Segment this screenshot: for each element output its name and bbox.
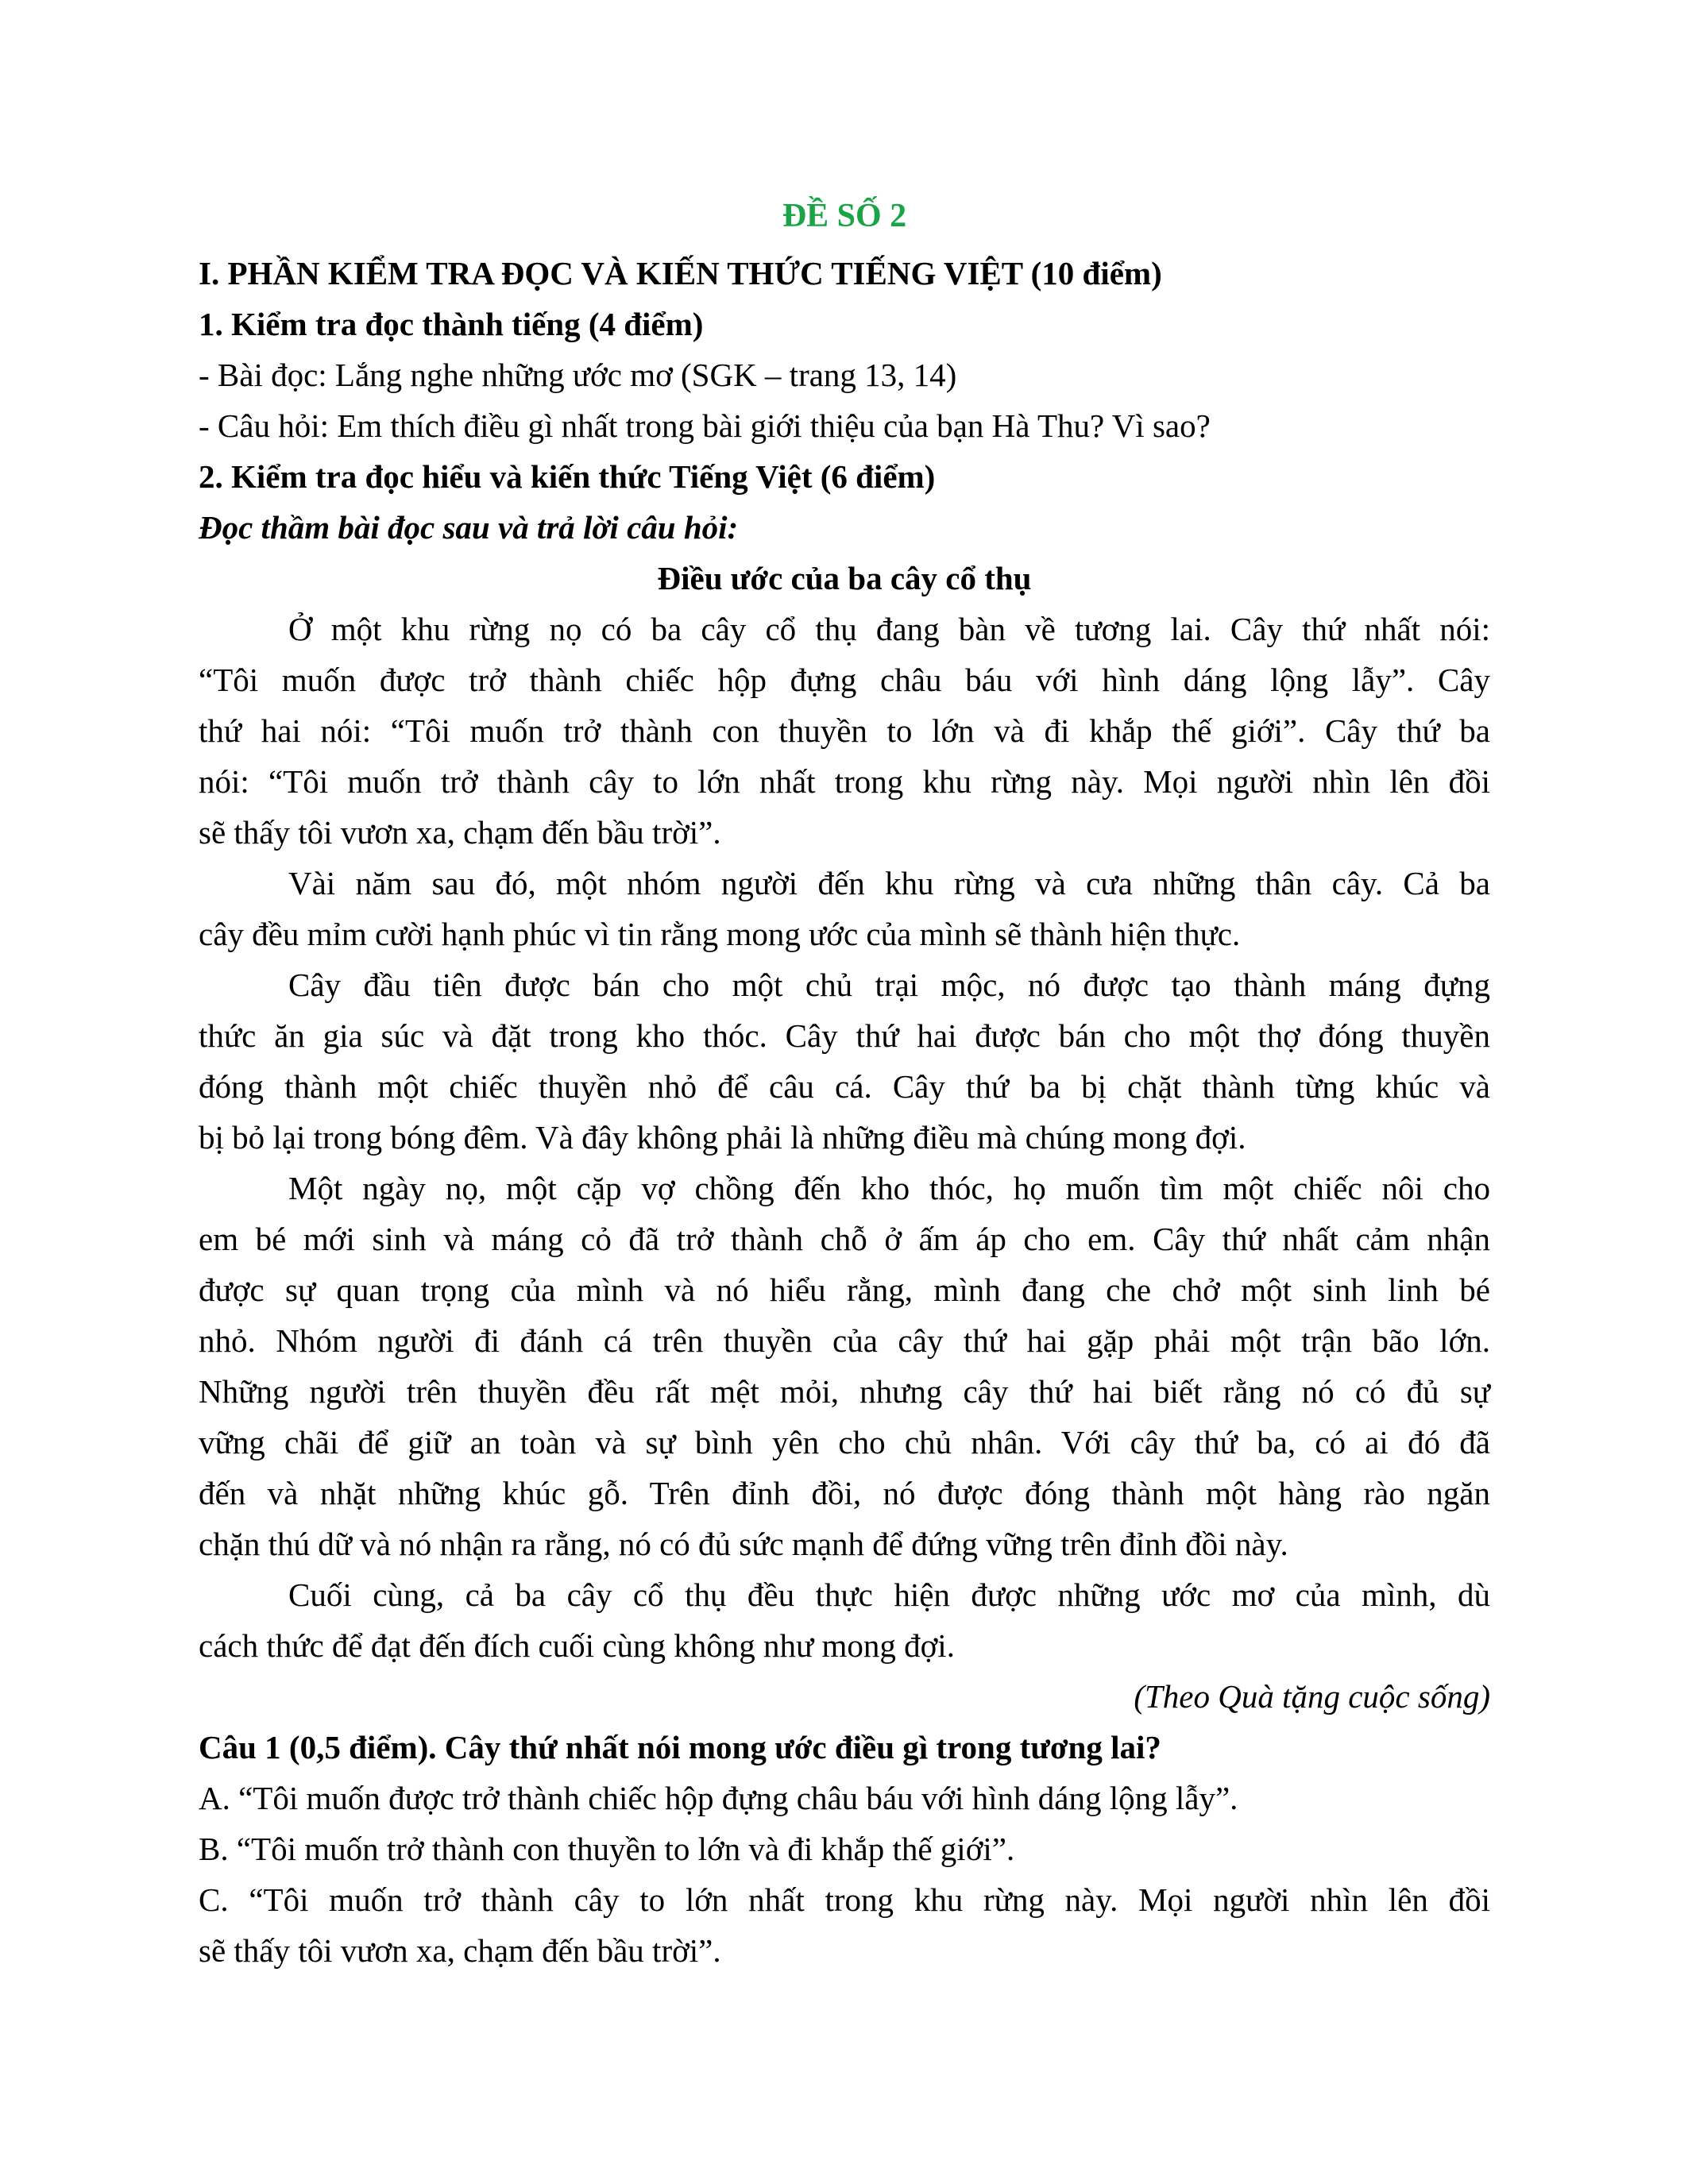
- question-1-option-c: C. “Tôi muốn trở thành cây to lớn nhất trong khu rừng này. Mọi người nhìn lên đồi: [199, 1881, 1490, 1918]
- question-1-prompt: Câu 1 (0,5 điểm). Cây thứ nhất nói mong ước điều gì trong tương lai?: [199, 1729, 1161, 1765]
- story-line: đóng thành một chiếc thuyền nhỏ để câu cá. Cây thứ ba bị chặt thành từng khúc và: [199, 1068, 1490, 1105]
- story-line: cây đều mỉm cười hạnh phúc vì tin rằng mong ước của mình sẽ thành hiện thực.: [199, 916, 1241, 952]
- section-title: I. PHẦN KIỂM TRA ĐỌC VÀ KIẾN THỨC TIẾNG VIỆT (10 điểm): [199, 255, 1162, 291]
- story-line: vững chãi để giữ an toàn và sự bình yên cho chủ nhân. Với cây thứ ba, có ai đó đã: [199, 1424, 1490, 1461]
- story-line: chặn thú dữ và nó nhận ra rằng, nó có đủ sức mạnh để đứng vững trên đỉnh đồi này.: [199, 1526, 1288, 1562]
- story-line: Cây đầu tiên được bán cho một chủ trại mộc, nó được tạo thành máng đựng: [288, 967, 1490, 1003]
- story-line: Ở một khu rừng nọ có ba cây cổ thụ đang bàn về tương lai. Cây thứ nhất nói:: [288, 611, 1490, 647]
- document-body: [199, 248, 1490, 1976]
- story-source: (Theo Quà tặng cuộc sống): [1134, 1678, 1490, 1715]
- story-line: nói: “Tôi muốn trở thành cây to lớn nhất trong khu rừng này. Mọi người nhìn lên đồi: [199, 763, 1490, 800]
- question-1-option-a: A. “Tôi muốn được trở thành chiếc hộp đựng châu báu với hình dáng lộng lẫy”.: [199, 1780, 1238, 1816]
- question-1-option-c-cont: sẽ thấy tôi vươn xa, chạm đến bầu trời”.: [199, 1932, 721, 1969]
- story-line: bị bỏ lại trong bóng đêm. Và đây không phải là những điều mà chúng mong đợi.: [199, 1119, 1246, 1156]
- story-title: Điều ước của ba cây cổ thụ: [657, 560, 1032, 596]
- story-line: nhỏ. Nhóm người đi đánh cá trên thuyền của cây thứ hai gặp phải một trận bão lớn.: [199, 1322, 1490, 1359]
- story-line: Những người trên thuyền đều rất mệt mỏi, nhưng cây thứ hai biết rằng nó có đủ sự: [199, 1373, 1490, 1410]
- story-line: Cuối cùng, cả ba cây cổ thụ đều thực hiện được những ước mơ của mình, dù: [288, 1576, 1490, 1613]
- story-line: Một ngày nọ, một cặp vợ chồng đến kho thóc, họ muốn tìm một chiếc nôi cho: [288, 1170, 1490, 1206]
- story-line: được sự quan trọng của mình và nó hiểu rằng, mình đang che chở một sinh linh bé: [199, 1271, 1490, 1308]
- story-line: thức ăn gia súc và đặt trong kho thóc. Cây thứ hai được bán cho một thợ đóng thuyền: [199, 1017, 1490, 1054]
- reading-assignment: - Bài đọc: Lắng nghe những ước mơ (SGK – trang 13, 14): [199, 357, 957, 393]
- story-line: em bé mới sinh và máng cỏ đã trở thành chỗ ở ấm áp cho em. Cây thứ nhất cảm nhận: [199, 1221, 1490, 1257]
- question-1-option-b: B. “Tôi muốn trở thành con thuyền to lớn và đi khắp thế giới”.: [199, 1831, 1015, 1867]
- story-line: Vài năm sau đó, một nhóm người đến khu rừng và cưa những thân cây. Cả ba: [288, 865, 1490, 901]
- story-line: cách thức để đạt đến đích cuối cùng không như mong đợi.: [199, 1627, 955, 1664]
- part2-title: 2. Kiểm tra đọc hiểu và kiến thức Tiếng Việt (6 điểm): [199, 458, 936, 495]
- part1-title: 1. Kiểm tra đọc thành tiếng (4 điểm): [199, 306, 704, 342]
- story-line: “Tôi muốn được trở thành chiếc hộp đựng châu báu với hình dáng lộng lẫy”. Cây: [199, 662, 1490, 698]
- story-line: thứ hai nói: “Tôi muốn trở thành con thuyền to lớn và đi khắp thế giới”. Cây thứ ba: [199, 712, 1490, 749]
- part2-instruction: Đọc thầm bài đọc sau và trả lời câu hỏi:: [199, 509, 739, 546]
- story-line: đến và nhặt những khúc gỗ. Trên đỉnh đồi, nó được đóng thành một hàng rào ngăn: [199, 1475, 1490, 1511]
- reading-question: - Câu hỏi: Em thích điều gì nhất trong bài giới thiệu của bạn Hà Thu? Vì sao?: [199, 407, 1211, 444]
- exam-number: ĐỀ SỐ 2: [782, 198, 907, 234]
- story-line: sẽ thấy tôi vươn xa, chạm đến bầu trời”.: [199, 814, 721, 851]
